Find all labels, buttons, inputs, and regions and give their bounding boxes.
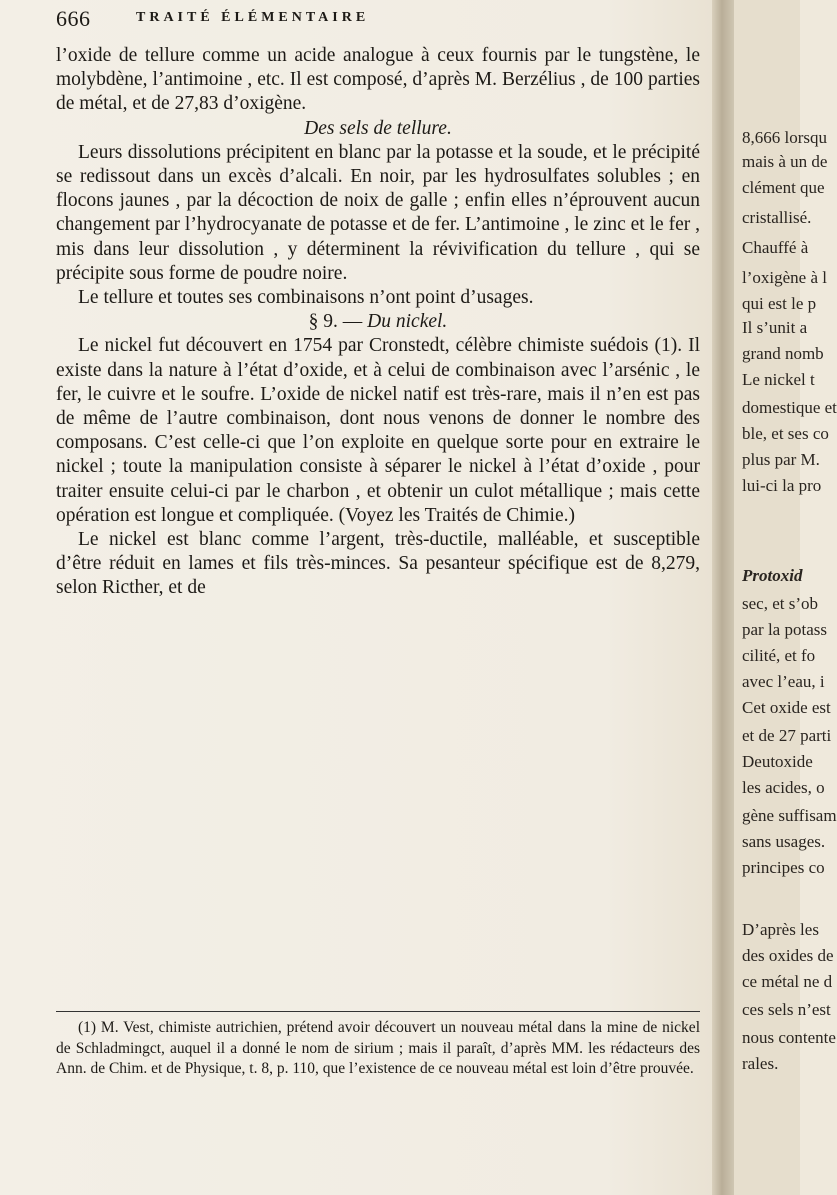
facing-page-fragment: qui est le p bbox=[742, 294, 817, 313]
facing-page-fragment: sans usages. bbox=[742, 832, 826, 851]
facing-page-fragment: principes co bbox=[742, 858, 825, 877]
footnote: (1) M. Vest, chimiste autrichien, prétend avoir découvert un nouveau métal dans la mine de nickel de Schladmingct, auquel il a donné le nom de sirium ; mais il paraît, d’après MM. les rédacteurs des Ann. de Chim. et de Physique, t. 8, p. 110, que l’existence de ce nouveau métal est loin d’être prouvée. bbox=[56, 1019, 700, 1077]
facing-page-fragment: lui-ci la pro bbox=[742, 476, 822, 495]
paragraph-tellurium-salts: Leurs dissolutions précipitent en blanc par la potasse et la soude, et le précipité se redissout dans un excès d’alcali. En noir, par les hydrosulfates solubles ; en flocons jaunes , par la décoction de noix de galle ; enfin elles n’éprouvent aucun changement par l’hydrocyanate de potasse et de fer. L’antimoine , le zinc et le fer , mis dans leur dissolution , y déterminent la révivification du tellure , qui se précipite sous forme de poudre noire. bbox=[56, 141, 700, 284]
paragraph-nickel-properties: Le nickel est blanc comme l’argent, très-ductile, malléable, et susceptible d’être réduit en lames et fils très-minces. Sa pesanteur spécifique est de 8,279, selon Ricther, et de bbox=[56, 529, 700, 599]
footnote-rule bbox=[56, 1011, 700, 1012]
subheading-tellurium-salts: Des sels de tellure. bbox=[304, 117, 452, 139]
facing-page-fragment: mais à un de bbox=[742, 152, 828, 171]
facing-page-fragment: par la potass bbox=[742, 620, 827, 639]
facing-page-fragment: grand nomb bbox=[742, 344, 824, 363]
section-heading-nickel bbox=[56, 310, 700, 334]
body-text bbox=[56, 44, 700, 601]
facing-page-fragment: cilité, et fo bbox=[742, 646, 816, 665]
section-number: § 9. — bbox=[308, 311, 368, 333]
facing-page-fragment: des oxides de bbox=[742, 946, 834, 965]
paragraph-tellurium-oxide: l’oxide de tellure comme un acide analogue à ceux fournis par le tungstène, le molybdène, l’antimoine , etc. Il est composé, d’après M. Berzélius , de 100 parties de métal, et de 27,83 d’oxigène. bbox=[56, 45, 700, 115]
facing-page-fragment: l’oxigène à l bbox=[742, 268, 827, 287]
facing-page-fragment: sec, et s’ob bbox=[742, 594, 819, 613]
facing-page-fragment: nous contente bbox=[742, 1028, 836, 1047]
facing-page-fragment: les acides, o bbox=[742, 778, 825, 797]
facing-page-fragment: cristallisé. bbox=[742, 208, 812, 227]
facing-page-fragment: plus par M. bbox=[742, 450, 820, 469]
facing-page-fragment: ble, et ses co bbox=[742, 424, 829, 443]
facing-page-fragment: 8,666 lorsqu bbox=[742, 128, 827, 147]
page-number: 666 bbox=[56, 6, 91, 31]
running-title: TRAITÉ ÉLÉMENTAIRE bbox=[136, 10, 370, 25]
section-title: Du nickel. bbox=[367, 311, 448, 333]
facing-page-fragment: Le nickel t bbox=[742, 370, 815, 389]
paragraph-nickel-discovery: Le nickel fut découvert en 1754 par Cronstedt, célèbre chimiste suédois (1). Il existe dans la nature à l’état d’oxide, et à celui de combinaison avec l’arsénic , le fer, le cuivre et le soufre. L’oxide de nickel natif est très-rare, mais il n’en est pas de même de l’autre combinaison, dont nous venons de donner le nombre des composans. C’est celle-ci que l’on exploite en quelque sorte pour en extraire le nickel ; toute la manipulation consiste à séparer le nickel à l’état d’oxide , pour traiter ensuite celui-ci par le charbon , et obtenir un culot métallique ; mais cette opération est longue et compliquée. (Voyez les Traités de Chimie.) bbox=[56, 335, 700, 526]
book-gutter bbox=[712, 0, 734, 1195]
page-header bbox=[56, 6, 696, 38]
facing-page-fragment: avec l’eau, i bbox=[742, 672, 825, 691]
facing-page-fragment: ces sels n’est bbox=[742, 1000, 831, 1019]
facing-page-fragment: Deutoxide bbox=[742, 752, 813, 771]
facing-page-fragment: Chauffé à bbox=[742, 238, 809, 257]
facing-page-fragment: clément que bbox=[742, 178, 825, 197]
facing-page-fragment: domestique et bbox=[742, 398, 837, 417]
facing-page-edge bbox=[734, 0, 837, 1195]
facing-page-fragment: ce métal ne d bbox=[742, 972, 833, 991]
facing-page-fragment: rales. bbox=[742, 1054, 779, 1073]
facing-page-fragment: D’après les bbox=[742, 920, 819, 939]
facing-page-fragment: et de 27 parti bbox=[742, 726, 832, 745]
paragraph-tellurium-uses: Le tellure et toutes ses combinaisons n’ont point d’usages. bbox=[78, 287, 534, 309]
facing-page-fragment: Protoxid bbox=[742, 566, 803, 585]
facing-page-fragment: Il s’unit a bbox=[742, 318, 808, 337]
facing-page-fragment: Cet oxide est bbox=[742, 698, 831, 717]
facing-page-fragment: gène suffisam bbox=[742, 806, 837, 825]
